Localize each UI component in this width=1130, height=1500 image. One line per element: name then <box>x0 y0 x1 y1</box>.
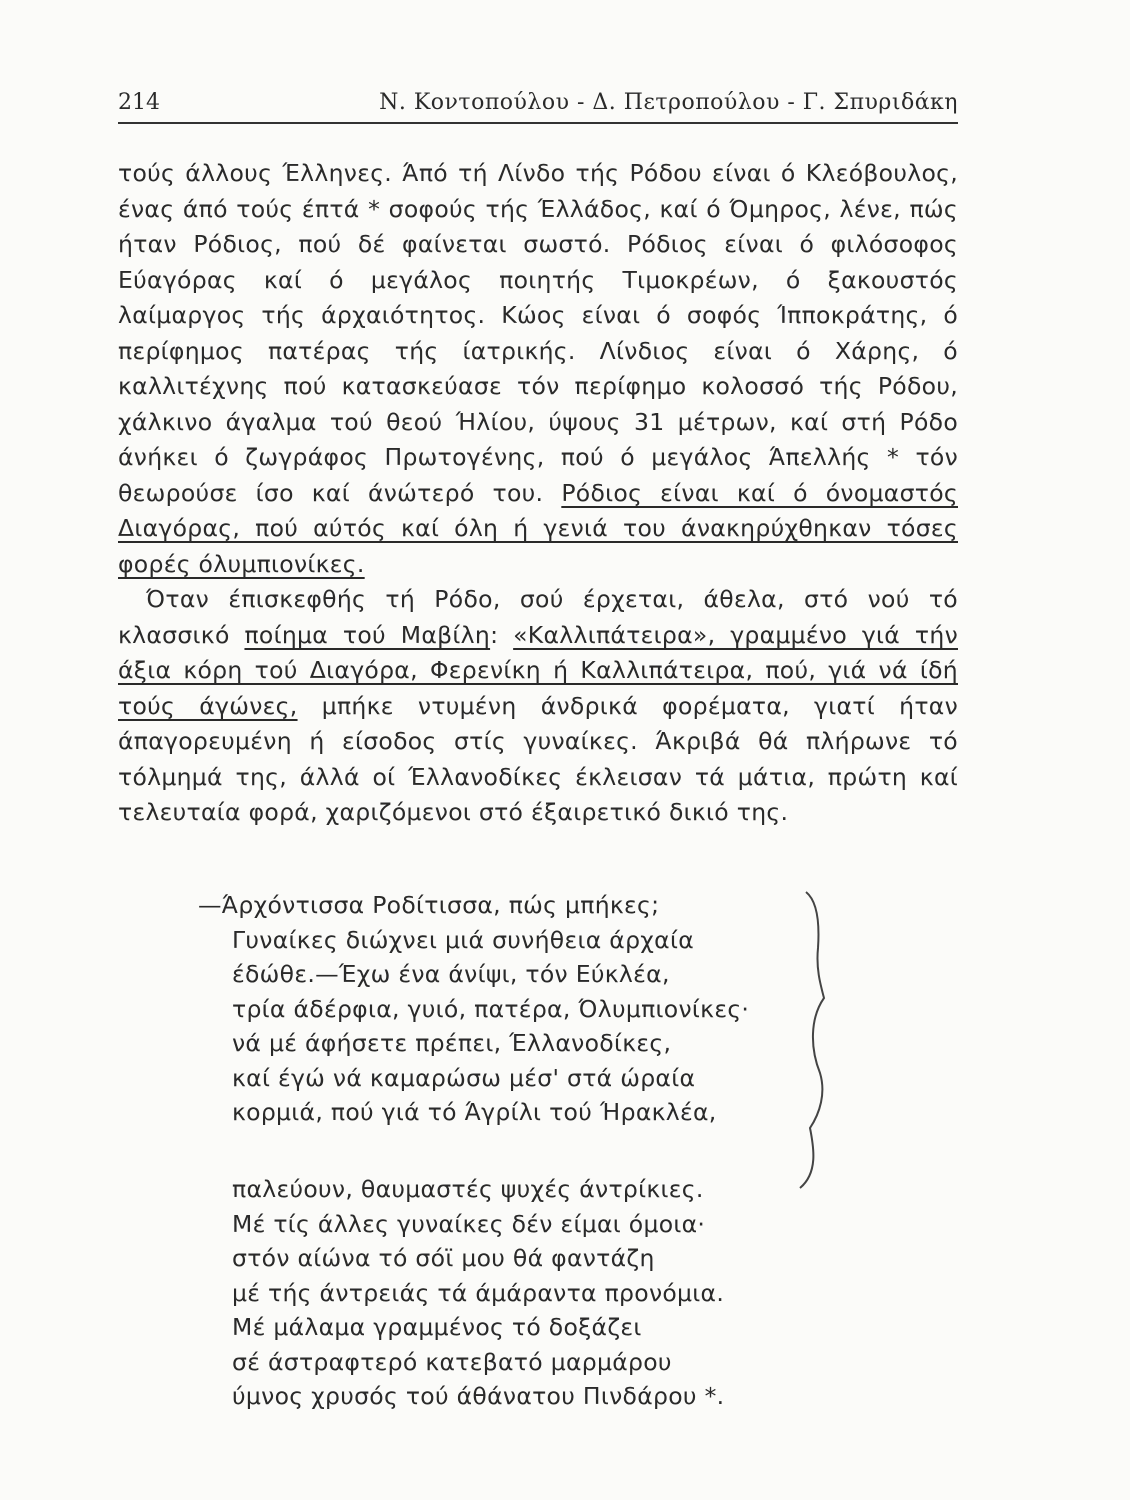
underlined-poem-title: ποίημα τού Μαβίλη <box>244 620 491 649</box>
paragraph-1 <box>118 156 958 582</box>
poem-line: καί έγώ νά καμαρώσω μέσ' στά ώραία <box>232 1063 696 1092</box>
page-header <box>118 86 958 124</box>
poem-line: Μέ μάλαμα γραμμένος τό δοξάζει <box>232 1313 642 1341</box>
poem-line: Μέ τίς άλλες γυναίκες δέν είμαι όμοια· <box>232 1209 706 1238</box>
poem-stanza-2 <box>198 1172 724 1414</box>
underlined-passage: Ρόδιος είναι καί ό όνομαστός Διαγόρας, πού αύτός καί όλη ή γενιά του άνακηρύχθηκαν τόσες φορές όλυμπιονίκες. <box>118 478 958 578</box>
poem-line: —Άρχόντισσα Ροδίτισσα, πώς μπήκες; <box>198 891 660 919</box>
poem-line: κορμιά, πού γιά τό Άγρίλι τού Ήρακλέα, <box>232 1098 717 1126</box>
poem-line: παλεύουν, θαυμαστές ψυχές άντρίκιες. <box>232 1175 704 1203</box>
poem-line: νά μέ άφήσετε πρέπει, Έλλανοδίκες, <box>232 1029 672 1057</box>
paragraph-2 <box>118 582 958 831</box>
paragraph-2-text-c: μπήκε ντυμένη άνδρικά φορέματα, γιατί ήταν άπαγορευμένη ή είσοδος στίς γυναίκες. Άκριβά θά πλήρωνε τό τόλμημά της, άλλά οί Έλλανοδίκες έκλεισαν τά μάτια, πρώτη καί τελευταία φορά, χαριζόμενοι στό έξαιρετικό δικιό της. <box>118 691 959 826</box>
poem-line: έδώθε.—Έχω ένα άνίψι, τόν Εύκλέα, <box>232 960 670 988</box>
paragraph-2-text-b: : <box>490 620 514 649</box>
paragraph-1-text: τούς άλλους Έλληνες. Άπό τή Λίνδο τής Ρόδου είναι ό Κλεόβουλος, ένας άπό τούς έπτά * σοφούς τής Έλλάδος, καί ό Όμηρος, λένε, πώς ήταν Ρόδιος, πού δέ φαίνεται σωστό. Ρόδιος είναι ό φιλόσοφος Εύαγόρας καί ό μεγάλος ποιητής Τιμοκρέων, ό ξακουστός λαίμαργος τής άρχαιότητος. Κώος είναι ό σοφός Ίπποκράτης, ό περίφημος πατέρας τής ίατρικής. Λίνδιος είναι ό Χάρης, ό καλλιτέχνης πού κατασκεύασε τόν περίφημο κολοσσό τής Ρόδου, χάλκινο άγαλμα τού θεού Ήλίου, ύψους 31 μέτρων, καί στή Ρόδο άνήκει ό ζωγράφος Πρωτογένης, πού ό μεγάλος Άπελλής * τόν θεωρούσε ίσο καί άνώτερό του. <box>118 159 958 507</box>
poem-stanza-1 <box>198 888 749 1130</box>
poem-line: μέ τής άντρειάς τά άμάραντα προνόμια. <box>232 1278 725 1307</box>
paragraph-2-text-a: Όταν έπισκεφθής τή Ρόδο, σού έρχεται, άθελα, στό νού τό κλασσικό <box>118 585 958 649</box>
poem-line: ύμνος χρυσός τού άθάνατου Πινδάρου *. <box>232 1382 725 1410</box>
body-text <box>118 156 958 831</box>
underlined-passage-2: «Καλλιπάτειρα», γραμμένο γιά τήν άξια κόρη τού Διαγόρα, Φερενίκη ή Καλλιπάτειρα, πού, γιά νά ίδή τούς άγώνες, <box>118 620 958 720</box>
handwritten-brace-mark <box>770 888 840 1208</box>
running-head: Ν. Κοντοπούλου - Δ. Πετροπούλου - Γ. Σπυριδάκη <box>379 90 958 115</box>
poem-line: τρία άδέρφια, γυιό, πατέρα, Όλυμπιονίκες· <box>232 994 750 1023</box>
poem-line: στόν αίώνα τό σόϊ μου θά φαντάζη <box>232 1244 655 1272</box>
poem-line: Γυναίκες διώχνει μιά συνήθεια άρχαία <box>232 925 694 954</box>
poem-line: σέ άστραφτερό κατεβατό μαρμάρου <box>232 1347 672 1376</box>
page-number: 214 <box>118 90 160 115</box>
